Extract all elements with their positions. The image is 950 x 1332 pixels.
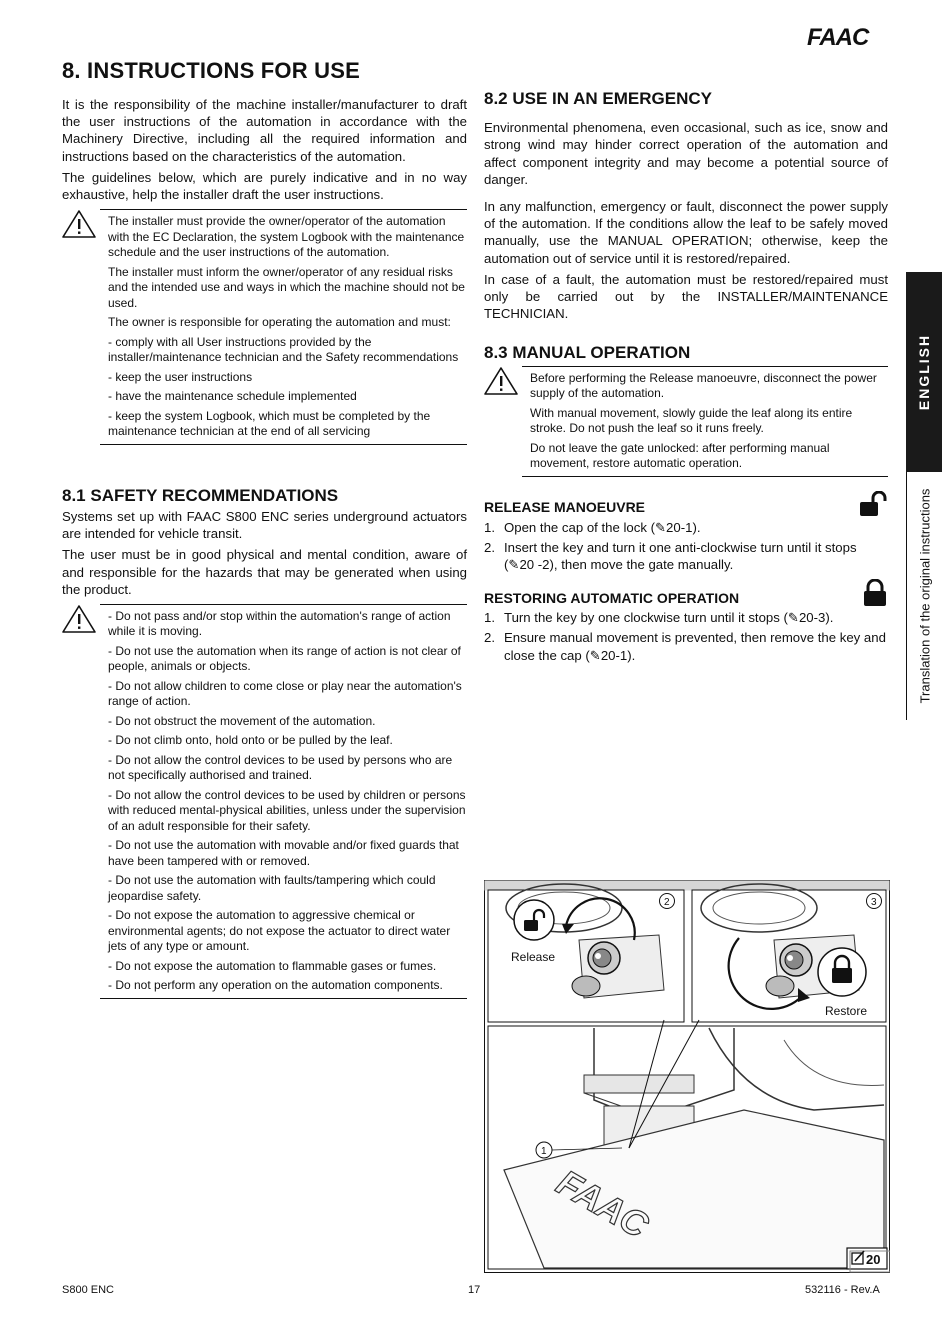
release-heading-row xyxy=(484,491,888,517)
warning-line: - Do not use the automation with faults/tampering which could jeopardise safety. xyxy=(108,873,436,903)
right-column xyxy=(484,90,888,670)
figure-20-illustration xyxy=(484,880,890,1273)
figure-ref-badge xyxy=(847,1248,890,1272)
panel-restore xyxy=(692,884,886,1022)
section-82-title: 8.2 USE IN AN EMERGENCY xyxy=(484,89,712,108)
warning-line: Do not leave the gate unlocked: after performing manual movement, restore automatic operation. xyxy=(530,440,830,471)
translation-note xyxy=(906,472,942,720)
section-8-para1: It is the responsibility of the machine installer/manufacturer to draft the user instructions of the automation in accordance with the Machinery Directive, including all the required information and instructions based on the characteristics of the automation. xyxy=(62,97,467,164)
footer-model: S800 ENC xyxy=(62,1284,114,1296)
warning-text-block xyxy=(522,366,888,477)
warning-line: - Do not expose the automation to flammable gases or fumes. xyxy=(108,958,437,973)
restore-title: RESTORING AUTOMATIC OPERATION xyxy=(484,590,740,607)
restore-heading-row xyxy=(484,579,888,607)
section-8-title: 8. INSTRUCTIONS FOR USE xyxy=(62,58,360,83)
logo-text: FAAC xyxy=(807,24,869,50)
warning-text-block xyxy=(100,209,467,445)
list-item: 2. Ensure manual movement is prevented, then remove the key and close the cap (✎20-1). xyxy=(484,630,886,663)
section-8-warning xyxy=(62,209,467,445)
warning-line: - Do not allow the control devices to be used by children or persons with reduced mental-physical abilities, unless under the supervision of an adult responsible for their safety. xyxy=(108,787,466,833)
language-label: ENGLISH xyxy=(916,333,932,411)
section-82-para1: Environmental phenomena, even occasional, such as ice, snow and strong wind may hinder correct operation of the automation and affect component integrity and may become a potential source of danger. xyxy=(484,120,888,187)
restore-label: Restore xyxy=(825,1004,868,1018)
list-item: 1. Open the cap of the lock (✎20-1). xyxy=(484,519,701,535)
warning-icon xyxy=(62,604,100,634)
language-tab xyxy=(906,272,942,472)
unlocked-padlock-icon xyxy=(858,491,888,517)
section-82-para3: In case of a fault, the automation must be restored/repaired must only be carried out by the INSTALLER/MAINTENANCE TECHNICIAN. xyxy=(484,271,888,322)
warning-line: - Do not use the automation with movable and/or fixed guards that have been tampered with or removed. xyxy=(108,838,459,868)
release-steps xyxy=(484,519,888,574)
section-83-title: 8.3 MANUAL OPERATION xyxy=(484,343,691,363)
warning-line: - Do not allow the control devices to be used by persons who are not specifically authorised and trained. xyxy=(108,752,453,783)
list-item: 1. Turn the key by one clockwise turn until it stops (✎20-3). xyxy=(484,610,834,626)
warning-line: - Do not climb onto, hold onto or be pulled by the leaf. xyxy=(108,733,393,748)
warning-line: - keep the system Logbook, which must be completed by the maintenance technician at the end of all servicing xyxy=(108,408,431,439)
panel-release xyxy=(488,884,684,1022)
callout-1: 1 xyxy=(541,1146,547,1157)
callout-3: 3 xyxy=(871,897,877,908)
footer-page-number: 17 xyxy=(468,1284,481,1296)
warning-line: - Do not pass and/or stop within the automation's range of action while it is moving. xyxy=(108,608,451,639)
section-81-warning xyxy=(62,604,467,999)
locked-padlock-icon xyxy=(862,579,888,607)
warning-line: The installer must inform the owner/operator of any residual risks and the intended use and ways in which the machine should not be used. xyxy=(108,264,465,310)
release-title: RELEASE MANOEUVRE xyxy=(484,499,646,516)
callout-2: 2 xyxy=(664,897,670,908)
section-81-title: 8.1 SAFETY RECOMMENDATIONS xyxy=(62,485,339,505)
warning-line: The owner is responsible for operating the automation and must: xyxy=(108,315,451,330)
warning-line: - Do not allow children to come close or play near the automation's range of action. xyxy=(108,678,462,709)
warning-line: - Do not obstruct the movement of the automation. xyxy=(108,713,376,728)
release-label: Release xyxy=(511,950,556,964)
warning-line: With manual movement, slowly guide the leaf along its entire stroke. Do not push the leaf so it runs freely. xyxy=(530,405,853,436)
warning-line: - Do not expose the automation to aggressive chemical or environmental agents; do not expose the actuator to direct water jets of any type or amount. xyxy=(108,908,451,954)
warning-line: - Do not use the automation when its range of action is not clear of people, animals or objects. xyxy=(108,643,461,674)
faac-logo xyxy=(805,24,900,50)
warning-line: - comply with all User instructions provided by the installer/maintenance technician and the Safety recommendations xyxy=(108,334,459,365)
warning-line: - have the maintenance schedule implemented xyxy=(108,389,357,404)
section-81-para1: Systems set up with FAAC S800 ENC series underground actuators are intended for vehicle transit. xyxy=(62,508,467,542)
restore-steps xyxy=(484,609,888,664)
lid-logo: FAAC xyxy=(550,1161,656,1246)
warning-line: - keep the user instructions xyxy=(108,369,253,384)
warning-line: The installer must provide the owner/operator of the automation with the EC Declaration, the system Logbook with the maintenance schedule and the user instructions of the automation. xyxy=(108,214,465,260)
footer-doc-ref: 532116 - Rev.A xyxy=(805,1284,880,1296)
warning-line: Before performing the Release manoeuvre, disconnect the power supply of the automation. xyxy=(530,370,877,401)
section-82-para2: In any malfunction, emergency or fault, disconnect the power supply of the automation. If the conditions allow the leaf to be safely moved manually, use the MANUAL OPERATION; otherwise, keep the automation out of service until it is restored/repaired. xyxy=(484,199,888,266)
warning-icon xyxy=(62,209,100,239)
warning-text-block xyxy=(100,604,467,999)
translation-note-text: Translation of the original instructions xyxy=(917,488,932,704)
section-83-warning xyxy=(484,366,888,477)
section-8-para2: The guidelines below, which are purely indicative and in no way exhaustive, help the installer draft the user instructions. xyxy=(62,169,467,203)
warning-line: - Do not perform any operation on the automation components. xyxy=(108,978,443,993)
warning-icon xyxy=(484,366,522,396)
left-column xyxy=(62,96,467,999)
panel-overview xyxy=(488,1020,886,1269)
list-item: 2. Insert the key and turn it one anti-clockwise turn until it stops (✎20 -2), then move the gate manually. xyxy=(484,539,857,573)
figure-ref-number: 20 xyxy=(866,1252,881,1267)
section-81-para2: The user must be in good physical and mental condition, aware of and responsible for the hazards that may be generated when using the product. xyxy=(62,547,467,597)
